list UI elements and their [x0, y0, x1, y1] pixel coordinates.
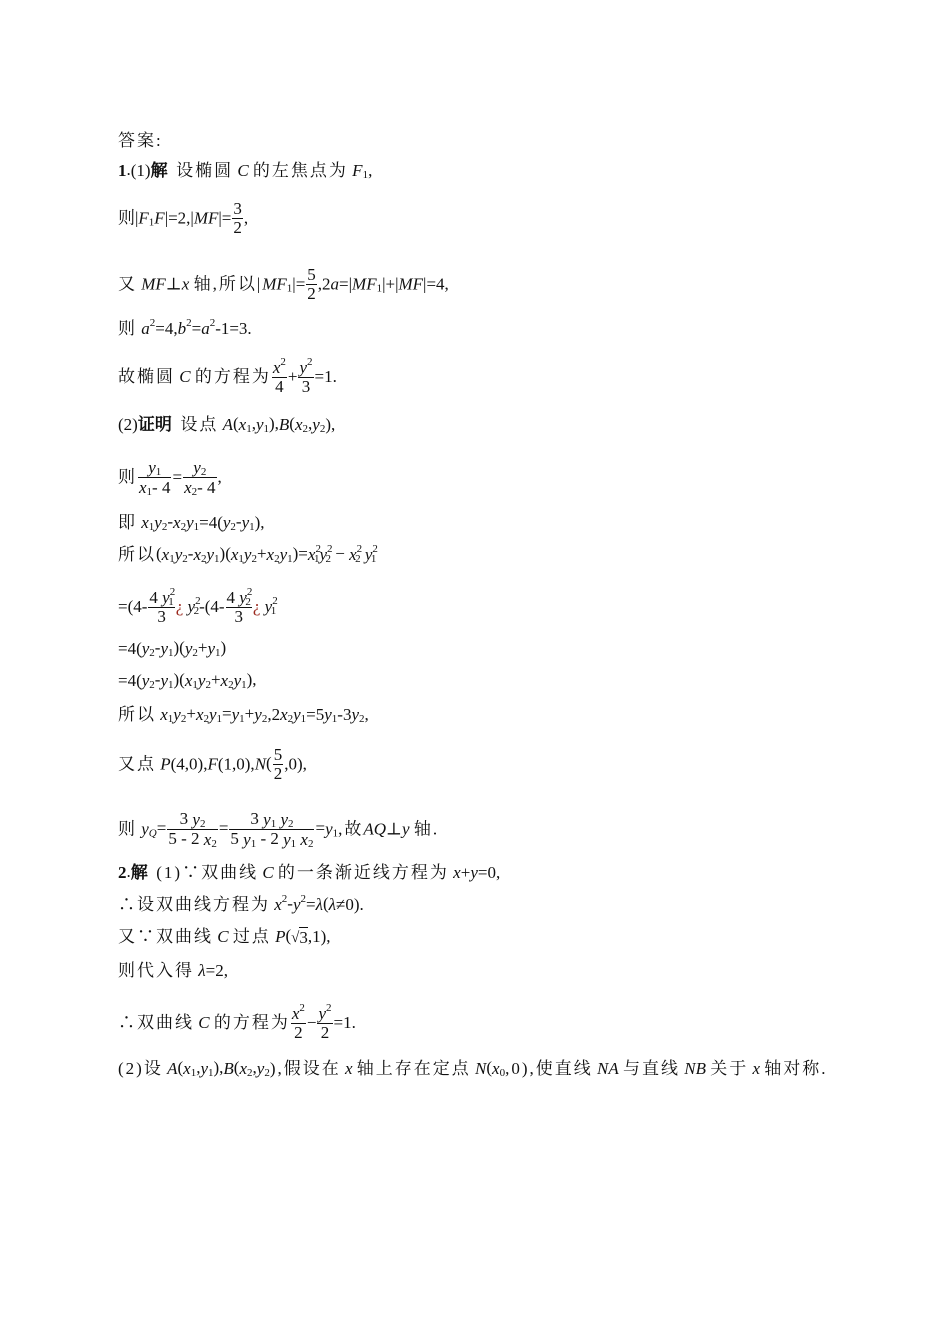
- fraction-y1-over-x1-4: $\frac{y_1}{x_1- 4}$: [139, 458, 171, 499]
- q1-line-11: $=4(y_2-y_1)(y_2+y_1)$: [118, 638, 227, 659]
- fraction-5-2: $\frac{5}{2}$: [307, 265, 316, 303]
- q2-line-5: ∴双曲线 C 的方程为 $\frac{x^2}{2}$ − $\frac{y^2}{2}$ =1.: [118, 1002, 356, 1043]
- q1-line-3: 又 MF⊥x 轴,所以$|MF_1|=$ $\frac{5}{2}$ $,2a=|MF_1|+|MF|=4$,: [118, 265, 449, 303]
- fraction-5-2-n: $\frac{5}{2}$: [273, 745, 283, 783]
- fraction-4y1sq-3: $\frac{4 y^2_1}{3}$: [149, 586, 176, 627]
- q1-line-13: 所以 $x_1y_2+x_2y_1=y_1+y_2,2x_2y_1=5y_1-3y_2$,: [118, 704, 369, 725]
- q1-line-14: 又点 P(4,0),F(1,0),N( $\frac{5}{2}$ ,0),: [118, 745, 307, 783]
- q1-line-15: 则 $y_Q=$ $\frac{3 y_2}{5 - 2 x_2}$ = $\frac{3 y_1 y_2}{5 y_1 - 2 y_1 x_2}$ $=y_1$,故AQ⊥y 轴.: [118, 809, 440, 851]
- fraction-y2-2: $\frac{y^2}{2}$: [318, 1002, 332, 1043]
- q1-line-1: 1.(1)解 设椭圆 C 的左焦点为 $F_1$,: [118, 160, 373, 181]
- fraction-3-2: $\frac{3}{2}$: [233, 199, 242, 237]
- sqrt-3: √3: [291, 927, 308, 947]
- fraction-3y2-over-5-2x2: $\frac{3 y_2}{5 - 2 x_2}$: [168, 809, 217, 851]
- answer-header: 答案:: [118, 131, 163, 151]
- q1-line-9: 所以$(x_1y_2-x_2y_1)(x_1y_2+x_2y_1)=x^2_1y^2_2 - x^2_2$ $y^2_1$: [118, 543, 378, 565]
- q1-line-6: (2)证明 设点 $A(x_1,y_1),B(x_2,y_2)$,: [118, 414, 336, 435]
- q1-line-10: =(4- $\frac{4 y^2_1}{3}$ ¿ $y^2_2-(4-$ $\frac{4 y^2_2}{3}$ ¿ $y^2_1$: [118, 586, 278, 627]
- q2-line-1: 2.解 (1)∵双曲线 C 的一条渐近线方程为 x+y=0,: [118, 862, 501, 883]
- q1-line-12: $=4(y_2-y_1)(x_1y_2+x_2y_1)$,: [118, 670, 257, 691]
- fraction-4y2sq-3: $\frac{4 y^2_2}{3}$: [226, 586, 253, 627]
- q2-line-6: (2)设 $A(x_1,y_1),B(x_2,y_2)$,假设在 x 轴上存在定点 $N(x_0,0)$,使直线 NA 与直线 NB 关于 x 轴对称.: [118, 1058, 828, 1079]
- q1-line-7: 则 $\frac{y_1}{x_1- 4}$ = $\frac{y_2}{x_2- 4}$ ,: [118, 458, 222, 499]
- fraction-x2-4: $\frac{x^2}{4}$: [272, 356, 286, 397]
- q2-line-2: ∴设双曲线方程为 $x^2-y^2=\lambda(\lambda\ne 0)$.: [118, 893, 364, 915]
- fraction-x2-2: $\frac{x^2}{2}$: [291, 1002, 305, 1043]
- q1-line-5: 故椭圆 C 的方程为 $\frac{x^2}{4}$ + $\frac{y^2}{3}$ =1.: [118, 356, 337, 397]
- q2-line-4: 则代入得 λ=2,: [118, 961, 228, 981]
- fraction-3y1y2-over-5y1-2y1x2: $\frac{3 y_1 y_2}{5 y_1 - 2 y_1 x_2}$: [230, 809, 314, 851]
- q1-line-8: 即 $x_1y_2-x_2y_1=4(y_2-y_1)$,: [118, 512, 265, 533]
- q1-line-4: 则 $a^2=4,b^2=a^2-1=3$.: [118, 317, 252, 339]
- q1-line-2: 则$|F_1F|=2,|MF|=$ $\frac{3}{2}$ ,: [118, 199, 249, 237]
- q2-line-3: 又∵双曲线 C 过点 P(√3,1),: [118, 926, 331, 947]
- fraction-y2-3: $\frac{y^2}{3}$: [299, 356, 313, 397]
- fraction-y2-over-x2-4: $\frac{y_2}{x_2- 4}$: [184, 458, 216, 499]
